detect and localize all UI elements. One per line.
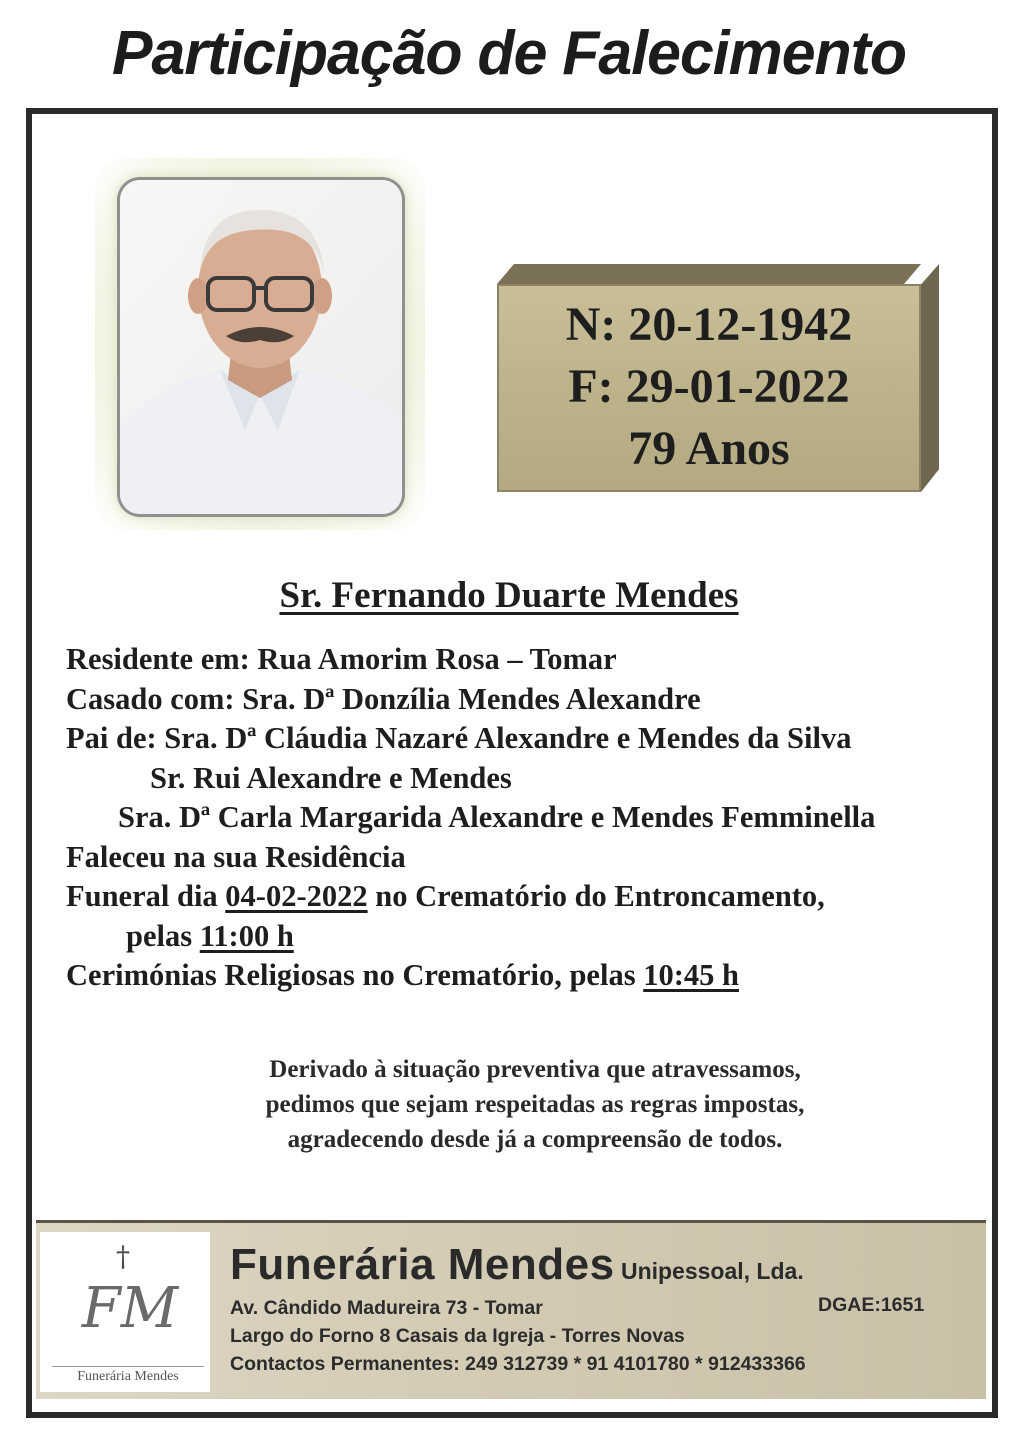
ceremony-time: 10:45 h <box>643 958 739 992</box>
covid-notice <box>0 1052 1018 1157</box>
spouse-line: Casado com: Sra. Dª Donzília Mendes Alexandre <box>66 681 701 716</box>
notice-line: agradecendo desde já a compreensão de todos. <box>287 1126 783 1153</box>
company-type: Unipessoal, Lda. <box>614 1258 804 1284</box>
cross-icon: † <box>116 1240 130 1273</box>
notice-line: Derivado à situação preventiva que atravessamos, <box>269 1056 801 1083</box>
birth-date: N: 20-12-1942 <box>565 298 853 351</box>
dates-plaque-side <box>921 264 939 492</box>
dgae-number: DGAE:1651 <box>818 1294 925 1316</box>
funeral-time-line <box>66 917 986 957</box>
company-name-line <box>230 1240 804 1290</box>
dates-text <box>497 294 921 480</box>
address-line: Av. Cândido Madureira 73 - Tomar <box>230 1297 543 1319</box>
ceremony-line <box>66 956 986 996</box>
funeral-prefix: Funeral dia <box>66 879 226 913</box>
ceremony-prefix: Cerimónias Religiosas no Crematório, pelas <box>66 958 644 992</box>
contacts-line: Contactos Permanentes: 249 312739 * 91 4101780 * 912433366 <box>230 1353 806 1375</box>
logo-monogram: FM <box>81 1276 179 1341</box>
age: 79 Anos <box>628 422 790 475</box>
logo-caption: Funerária Mendes <box>52 1366 204 1385</box>
children-line: Pai de: Sra. Dª Cláudia Nazaré Alexandre e Mendes da Silva <box>66 721 852 755</box>
company-name: Funerária Mendes <box>230 1240 615 1289</box>
portrait-photo <box>120 180 402 514</box>
residence-line: Residente em: Rua Amorim Rosa – Tomar <box>66 642 617 676</box>
child-line: Sra. Dª Carla Margarida Alexandre e Mendes Femminella <box>118 800 876 834</box>
funeral-date: 04-02-2022 <box>225 879 368 913</box>
notice-line: pedimos que sejam respeitadas as regras impostas, <box>265 1091 805 1118</box>
details-block <box>66 640 986 996</box>
deceased-name: Sr. Fernando Duarte Mendes <box>279 575 739 616</box>
funeral-time-prefix: pelas <box>126 918 200 953</box>
funeral-suffix: no Crematório do Entroncamento, <box>367 879 825 913</box>
portrait-illustration <box>120 180 402 514</box>
funeral-line <box>66 877 986 917</box>
child-line: Sr. Rui Alexandre e Mendes <box>150 760 512 795</box>
page-title: Participação de Falecimento <box>111 19 907 88</box>
address-line: Largo do Forno 8 Casais da Igreja - Torres Novas <box>230 1325 685 1347</box>
death-place-line: Faleceu na sua Residência <box>66 839 406 874</box>
death-date: F: 29-01-2022 <box>568 360 850 413</box>
funeral-time: 11:00 h <box>199 918 294 953</box>
dates-plaque-top <box>497 264 921 284</box>
